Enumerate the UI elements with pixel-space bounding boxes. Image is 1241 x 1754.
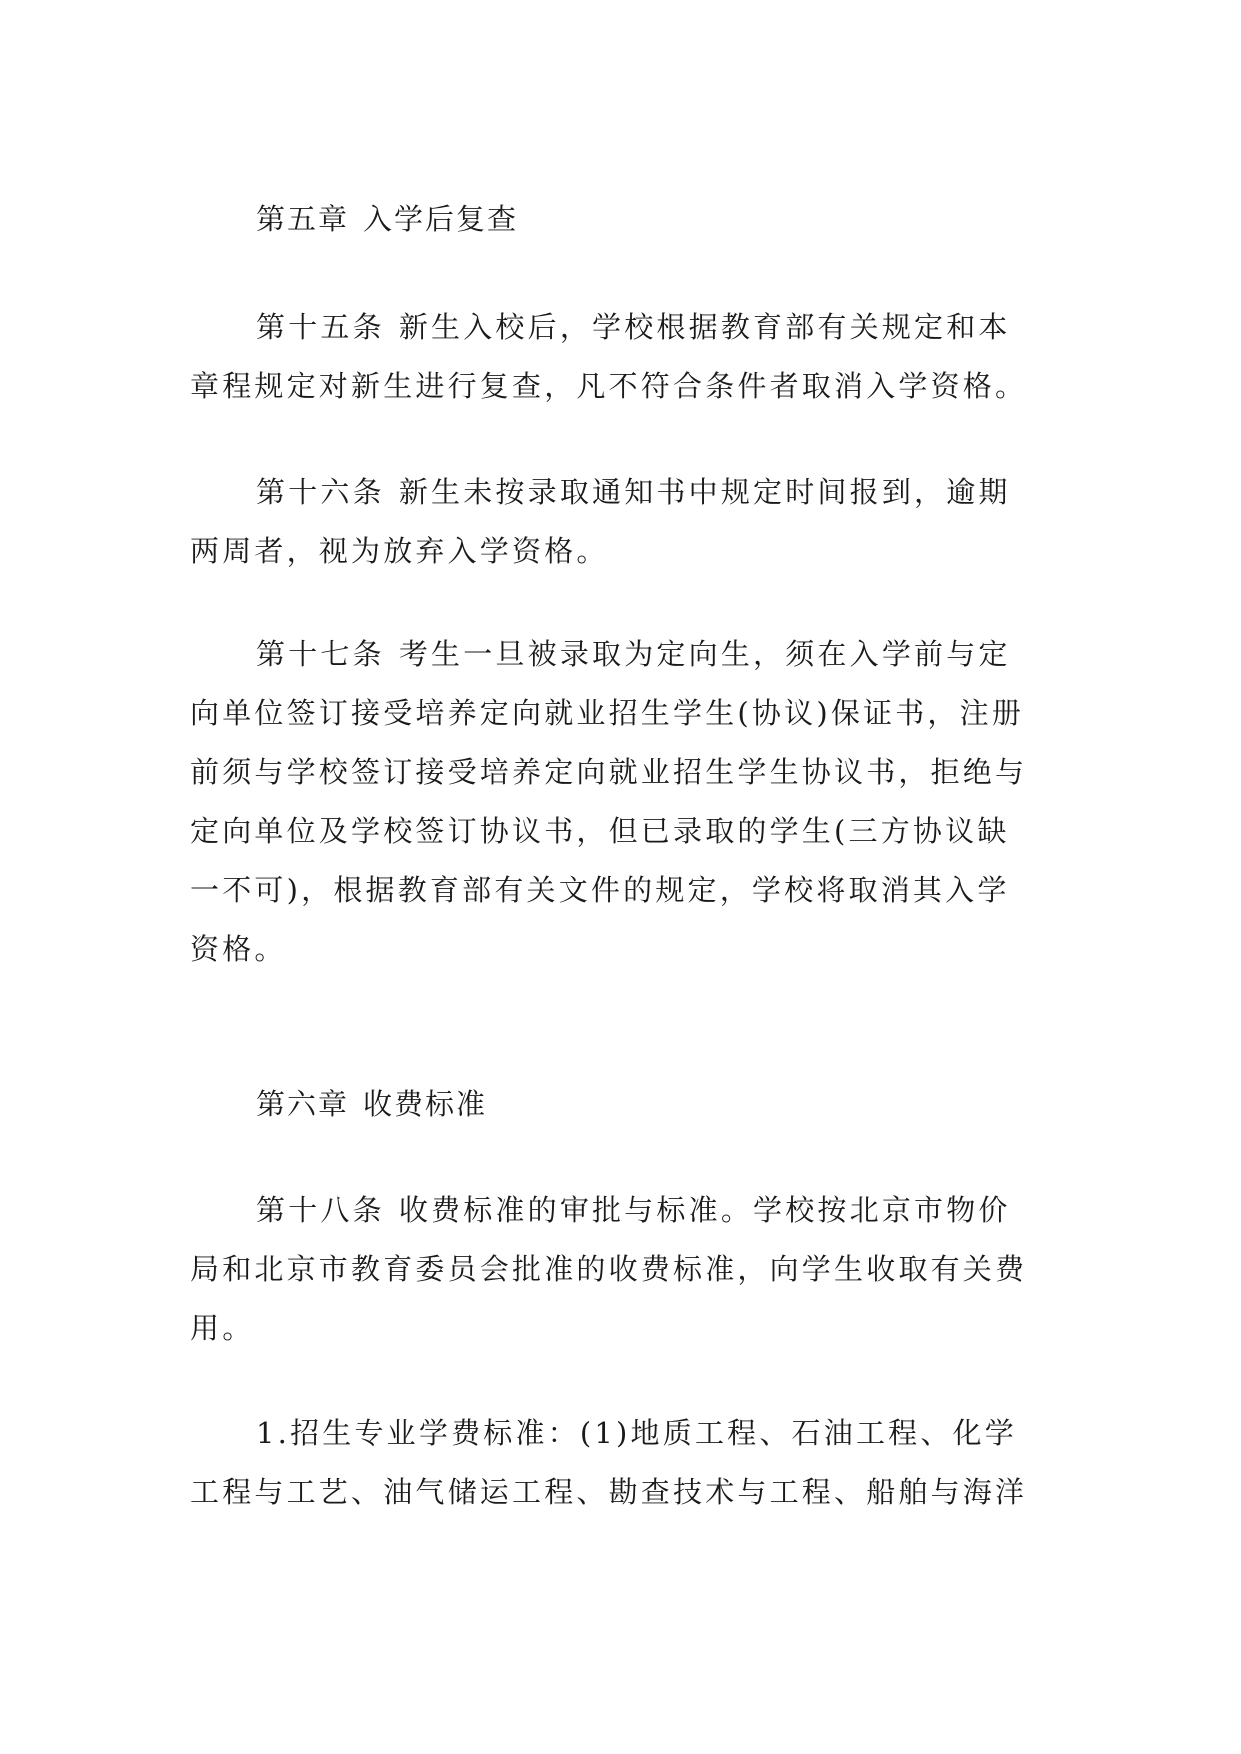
article-16 [190, 463, 1060, 581]
article-text-line: 工程与工艺、油气储运工程、勘查技术与工程、船舶与海洋 [190, 1475, 1028, 1509]
article-text-line: 资格。 [190, 932, 287, 966]
article-18 [190, 1181, 1060, 1358]
article-text-line: 两周者，视为放弃入学资格。 [190, 534, 609, 568]
chapter-5-heading [190, 190, 1060, 249]
article-text-line: 前须与学校签订接受培养定向就业招生学生协议书，拒绝与 [190, 755, 1028, 789]
article-number: 第十六条 [256, 475, 385, 509]
chapter-title: 入学后复查 [363, 202, 519, 236]
article-text-line: 新生未按录取通知书中规定时间报到，逾期 [398, 475, 1011, 509]
article-text-line: 考生一旦被录取为定向生，须在入学前与定 [398, 637, 1011, 671]
article-text-line: 用。 [190, 1311, 255, 1345]
article-text-line: 定向单位及学校签订协议书，但已录取的学生(三方协议缺 [190, 814, 1010, 848]
chapter-number: 第六章 [256, 1087, 350, 1121]
article-text-line: 新生入校后，学校根据教育部有关规定和本 [398, 310, 1011, 344]
article-text-line: 章程规定对新生进行复查，凡不符合条件者取消入学资格。 [190, 369, 1028, 403]
article-number: 第十五条 [256, 310, 385, 344]
article-text-line: 向单位签订接受培养定向就业招生学生(协议)保证书，注册 [190, 696, 1025, 730]
article-text-line: 收费标准的审批与标准。学校按北京市物价 [398, 1193, 1011, 1227]
article-number: 第十八条 [256, 1193, 385, 1227]
article-17 [190, 625, 1060, 979]
chapter-6-heading [190, 1075, 1060, 1134]
article-number: 第十七条 [256, 637, 385, 671]
chapter-number: 第五章 [256, 202, 350, 236]
chapter-title: 收费标准 [363, 1087, 488, 1121]
article-text-line: 一不可)，根据教育部有关文件的规定，学校将取消其入学 [190, 873, 1010, 907]
article-text-line: 局和北京市教育委员会批准的收费标准，向学生收取有关费 [190, 1252, 1028, 1286]
item-1-tuition [190, 1404, 1060, 1522]
article-15 [190, 298, 1060, 416]
article-text-line: 1.招生专业学费标准：(1)地质工程、石油工程、化学 [256, 1416, 1017, 1450]
